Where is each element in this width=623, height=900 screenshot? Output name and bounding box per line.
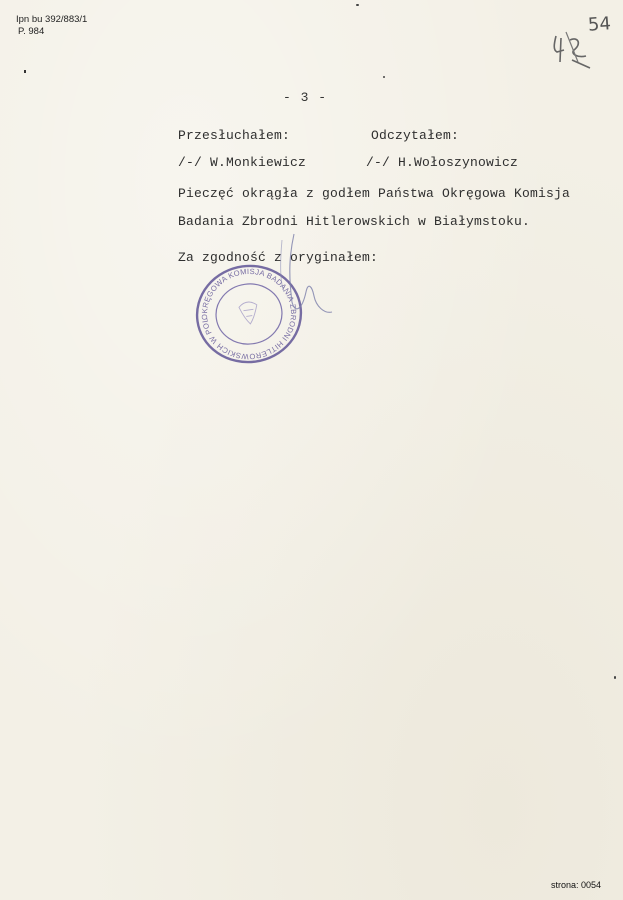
archive-reference-line2: P. 984 <box>18 26 45 37</box>
read-label: Odczytałem: <box>371 128 460 143</box>
ink-dot <box>24 70 26 73</box>
stamp-description-line1: Pieczęć okrągła z godłem Państwa Okręgowa Komisja <box>178 186 571 201</box>
archive-reference <box>16 14 87 38</box>
handwritten-scribble-number <box>548 28 594 72</box>
interrogated-label: Przesłuchałem: <box>178 128 291 143</box>
read-name: /-/ H.Wołoszynowicz <box>366 155 519 170</box>
seal-text: OKRĘGOWA KOMISJA BADANIA ZBRODNI HITLEROWSKICH W POLSCE <box>199 266 299 362</box>
handwritten-signature <box>262 232 334 324</box>
ink-speck <box>383 76 385 78</box>
archive-reference-line1: Ipn bu 392/883/1 <box>16 14 88 25</box>
page-footer-label: strona: 0054 <box>551 880 602 890</box>
ink-speck <box>356 4 359 6</box>
certified-copy-line: Za zgodność z oryginałem: <box>178 250 379 265</box>
page-marker: - 3 - <box>283 90 328 105</box>
ink-speck <box>614 676 616 679</box>
handwritten-page-number: 54 <box>587 13 612 36</box>
stamp-description-line2: Badania Zbrodni Hitlerowskich w Białymstoku. <box>178 214 531 229</box>
interrogated-name: /-/ W.Monkiewicz <box>178 155 307 170</box>
